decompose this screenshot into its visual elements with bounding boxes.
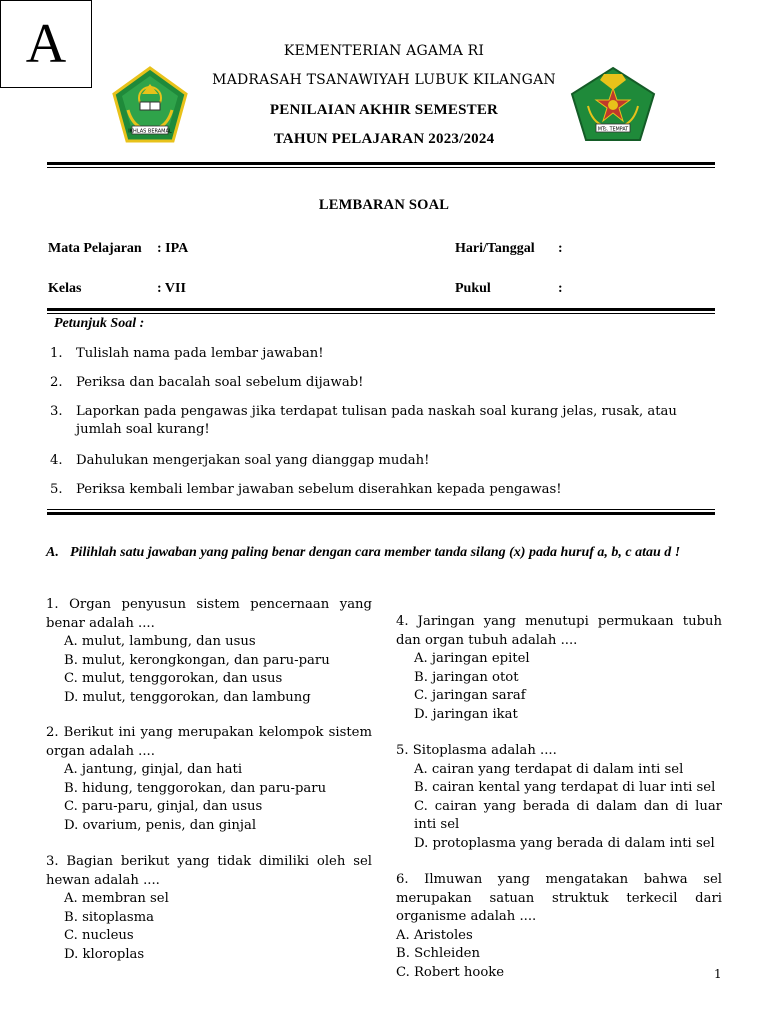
- question-stem: 5. Sitoplasma adalah ....: [396, 743, 557, 758]
- answer-option[interactable]: B. mulut, kerongkongan, dan paru-paru: [64, 652, 330, 668]
- instructions-top-rule-thin: [47, 313, 715, 314]
- question-stem: 2. Berikut ini yang merupakan kelompok sistem organ adalah ....: [46, 725, 372, 759]
- answer-option[interactable]: B. cairan kental yang terdapat di luar inti sel: [414, 780, 716, 795]
- subject-value: : IPA: [157, 241, 189, 256]
- question-1: [46, 596, 372, 707]
- answer-option[interactable]: A. jaringan epitel: [414, 651, 530, 666]
- question-stem: 3. Bagian berikut yang tidak dimiliki oleh sel hewan adalah ....: [46, 854, 372, 888]
- date-value: :: [558, 241, 563, 256]
- school-name: MADRASAH TSANAWIYAH LUBUK KILANGAN: [212, 72, 556, 88]
- answer-option[interactable]: D. kloroplas: [64, 946, 145, 962]
- question-stem: 1. Organ penyusun sistem pencernaan yang benar adalah ....: [46, 597, 372, 631]
- answer-option[interactable]: D. protoplasma yang berada di dalam inti sel: [414, 835, 715, 851]
- exam-version-box: A: [0, 0, 92, 88]
- academic-year: TAHUN PELAJARAN 2023/2024: [273, 131, 495, 147]
- answer-option[interactable]: C. jaringan saraf: [414, 688, 526, 703]
- question-stem: 6. Ilmuwan yang mengatakan bahwa sel merupakan satuan struktuk terkecil dari organisme adalah ....: [396, 872, 722, 924]
- instructions-bottom-rule: [47, 512, 715, 515]
- subject-label: Mata Pelajaran: [48, 241, 142, 256]
- instructions-title: Petunjuk Soal :: [54, 316, 145, 331]
- date-label: Hari/Tanggal: [455, 241, 535, 256]
- answer-option[interactable]: D. jaringan ikat: [414, 706, 518, 722]
- header-divider: [47, 162, 715, 165]
- instruction-item: 2. Periksa dan bacalah soal sebelum dijawab!: [50, 375, 364, 390]
- instruction-item: 5. Periksa kembali lembar jawaban sebelum diserahkan kepada pengawas!: [50, 482, 562, 497]
- exam-name: PENILAIAN AKHIR SEMESTER: [269, 102, 499, 118]
- answer-option[interactable]: B. hidung, tenggorokan, dan paru-paru: [64, 780, 327, 796]
- ministry-name: KEMENTERIAN AGAMA RI: [283, 43, 485, 59]
- class-value: : VII: [157, 281, 186, 296]
- answer-option[interactable]: D. mulut, tenggorokan, dan lambung: [64, 689, 311, 705]
- answer-option[interactable]: A. cairan yang terdapat di dalam inti sel: [414, 761, 684, 777]
- answer-option[interactable]: C. cairan yang berada di dalam dan di luar inti sel: [414, 798, 722, 832]
- answer-option[interactable]: A. membran sel: [64, 891, 169, 906]
- time-value: :: [558, 281, 563, 296]
- question-3: [46, 853, 372, 964]
- right-logo-banner: MTs. TEMPAT: [597, 127, 629, 133]
- answer-option[interactable]: B. Schleiden: [396, 946, 480, 961]
- answer-option[interactable]: C. mulut, tenggorokan, dan usus: [64, 671, 283, 686]
- question-4: [396, 613, 722, 724]
- left-logo-banner: IKHLAS BERAMAL: [128, 128, 172, 135]
- answer-option[interactable]: B. jaringan otot: [414, 669, 519, 685]
- instruction-item: 4. Dahulukan mengerjakan soal yang dianggap mudah!: [50, 453, 430, 468]
- page-number: 1: [714, 967, 722, 981]
- instruction-item: 3. Laporkan pada pengawas jika terdapat tulisan pada naskah soal kurang jelas, rusak, atau jumlah soal kurang!: [50, 404, 677, 437]
- instructions-top-rule: [47, 308, 715, 311]
- answer-option[interactable]: A. mulut, lambung, dan usus: [64, 634, 256, 649]
- class-label: Kelas: [48, 281, 82, 296]
- answer-option[interactable]: C. Robert hooke: [396, 964, 505, 980]
- question-2: [46, 724, 372, 835]
- answer-option[interactable]: C. paru-paru, ginjal, dan usus: [64, 799, 263, 814]
- answer-option[interactable]: B. sitoplasma: [64, 909, 154, 925]
- section-a-instruction: A. Pilihlah satu jawaban yang paling benar dengan cara member tanda silang (x) pada huruf a, b, c atau d !: [46, 545, 681, 560]
- answer-option[interactable]: A. Aristoles: [396, 927, 473, 943]
- answer-option[interactable]: A. jantung, ginjal, dan hati: [64, 762, 243, 777]
- header-divider-thin: [47, 167, 715, 168]
- question-5: [396, 742, 722, 853]
- instruction-item: 1. Tulislah nama pada lembar jawaban!: [50, 346, 324, 361]
- answer-option[interactable]: D. ovarium, penis, dan ginjal: [64, 817, 257, 833]
- question-6: [396, 871, 722, 982]
- doc-title: LEMBARAN SOAL: [318, 197, 450, 213]
- time-label: Pukul: [455, 281, 491, 296]
- answer-option[interactable]: C. nucleus: [64, 928, 134, 943]
- instructions-bottom-rule-thin: [47, 509, 715, 510]
- question-stem: 4. Jaringan yang menutupi permukaan tubuh dan organ tubuh adalah ....: [396, 614, 722, 648]
